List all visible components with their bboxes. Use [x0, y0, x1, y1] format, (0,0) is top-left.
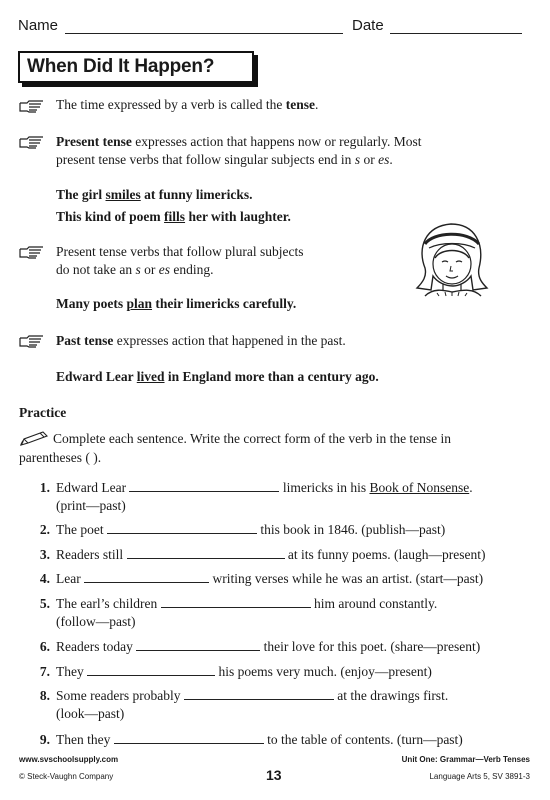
rule-tense: The time expressed by a verb is called the tense. — [56, 97, 319, 112]
list-item: 2. The poet this book in 1846. (publish—past) — [39, 522, 446, 537]
answer-blank[interactable] — [184, 687, 334, 700]
list-item: 1. Edward Lear limericks in his Book of Nonsense. (print—past) — [39, 480, 473, 513]
answer-blank[interactable] — [127, 546, 285, 559]
example-sentence: Edward Lear lived in England more than a century ago. — [56, 369, 379, 384]
page-number: 13 — [266, 767, 282, 783]
footer-unit: Unit One: Grammar—Verb Tenses — [401, 755, 530, 764]
pencil-icon — [19, 431, 49, 447]
rule-past-tense: Past tense expresses action that happened in the past. — [56, 333, 346, 348]
answer-blank[interactable] — [161, 595, 311, 608]
rule-present-tense: Present tense expresses action that happens now or regularly. Most present tense verbs that follow singular subjects end in s or es. — [56, 134, 422, 167]
name-label: Name — [18, 17, 59, 34]
answer-blank[interactable] — [136, 638, 260, 651]
list-item: 4. Lear writing verses while he was an artist. (start—past) — [39, 571, 484, 586]
name-field[interactable] — [65, 33, 343, 34]
pointing-hand-icon — [19, 135, 45, 149]
pointing-hand-icon — [19, 334, 45, 348]
list-item: 7. They his poems very much. (enjoy—present) — [39, 664, 432, 679]
example-sentence: This kind of poem fills her with laughter. — [56, 209, 291, 224]
practice-heading: Practice — [19, 405, 67, 420]
answer-blank[interactable] — [107, 521, 257, 534]
title-box — [18, 51, 254, 83]
page-title: When Did It Happen? — [27, 56, 215, 77]
rule-plural-subjects: Present tense verbs that follow plural subjects do not take an s or es ending. — [56, 244, 304, 277]
list-item: 5. The earl’s children him around constantly. (follow—past) — [39, 596, 438, 629]
date-label: Date — [352, 17, 384, 34]
footer-code: Language Arts 5, SV 3891-3 — [429, 772, 530, 781]
list-item: 9. Then they to the table of contents. (turn—past) — [39, 732, 463, 747]
practice-instructions-cont: parentheses ( ). — [19, 450, 102, 465]
list-item: 3. Readers still at its funny poems. (laugh—present) — [39, 547, 486, 562]
example-sentence: The girl smiles at funny limericks. — [56, 187, 253, 202]
pointing-hand-icon — [19, 99, 45, 113]
practice-instructions: Complete each sentence. Write the correct form of the verb in the tense in — [53, 431, 452, 446]
answer-blank[interactable] — [87, 663, 215, 676]
answer-blank[interactable] — [84, 570, 209, 583]
footer-website: www.svschoolsupply.com — [19, 755, 119, 764]
footer-copyright: © Steck-Vaughn Company — [19, 772, 114, 781]
list-item: 6. Readers today their love for this poet. (share—present) — [39, 639, 481, 654]
date-field[interactable] — [390, 33, 522, 34]
example-sentence: Many poets plan their limericks carefully. — [56, 296, 297, 311]
girl-illustration — [411, 218, 495, 298]
list-item: 8. Some readers probably at the drawings first. (look—past) — [39, 688, 449, 721]
answer-blank[interactable] — [114, 731, 264, 744]
answer-blank[interactable] — [129, 479, 279, 492]
pointing-hand-icon — [19, 245, 45, 259]
